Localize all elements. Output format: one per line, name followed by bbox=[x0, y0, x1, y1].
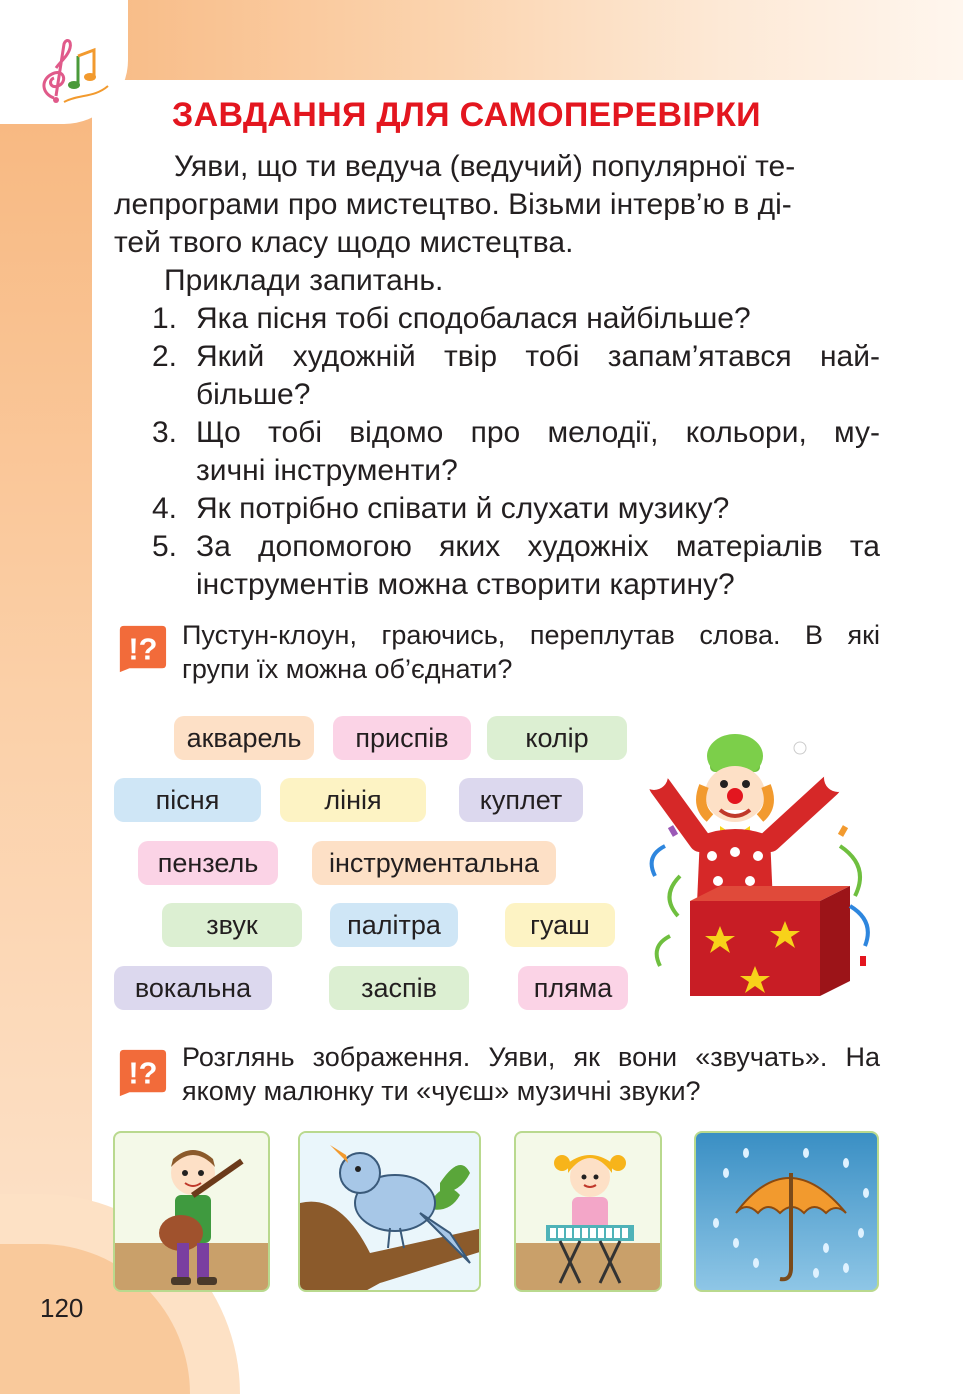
intro-line: Уяви, що ти ведуча (ведучий) популярної те- bbox=[174, 150, 796, 183]
intro-line: лепрограми про мистецтво. Візьми інтерв’ю в ді- bbox=[114, 188, 792, 221]
word-chip: палітра bbox=[330, 903, 458, 947]
question-text: Як потрібно співати й слухати музику? bbox=[196, 492, 730, 525]
question-text: зичні інструменти? bbox=[196, 454, 458, 487]
picture-boy-guitar bbox=[113, 1131, 270, 1292]
boy-guitar-icon bbox=[115, 1133, 270, 1292]
examples-label: Приклади запитань. bbox=[164, 264, 444, 297]
page-side-band bbox=[0, 0, 92, 1394]
page-header-band bbox=[0, 0, 963, 80]
page-number: 120 bbox=[40, 1293, 84, 1323]
word-chip: куплет bbox=[459, 778, 583, 822]
question-number: 2. bbox=[152, 340, 178, 373]
question-badge-icon bbox=[116, 1046, 168, 1098]
music-logo bbox=[0, 0, 128, 124]
page-title: ЗАВДАННЯ ДЛЯ САМОПЕРЕВІРКИ bbox=[172, 96, 761, 134]
word-chip: акварель bbox=[174, 716, 314, 760]
task-pictures-sound bbox=[182, 1040, 880, 1108]
intro-paragraph bbox=[114, 148, 880, 262]
questions-list bbox=[152, 300, 880, 604]
question-text: Який художній твір тобі запам’ятався най- bbox=[196, 340, 880, 373]
umbrella-rain-icon bbox=[696, 1133, 879, 1292]
question-text: інструментів можна створити картину? bbox=[196, 568, 735, 601]
intro-line: тей твого класу щодо мистецтва. bbox=[114, 226, 574, 259]
word-chip: пляма bbox=[518, 966, 628, 1010]
question-item bbox=[152, 414, 880, 490]
question-number: 3. bbox=[152, 416, 178, 449]
question-item bbox=[152, 338, 880, 414]
question-number: 1. bbox=[152, 302, 178, 335]
word-chip: інструментальна bbox=[312, 841, 556, 885]
question-text: За допомогою яких художніх матеріалів та bbox=[196, 530, 880, 563]
task-clown-words bbox=[182, 618, 880, 686]
word-chip: приспів bbox=[333, 716, 471, 760]
badge-text: !? bbox=[128, 631, 158, 667]
word-chip: гуаш bbox=[505, 903, 615, 947]
word-chip: заспів bbox=[329, 966, 469, 1010]
question-text: більше? bbox=[196, 378, 311, 411]
question-text: Що тобі відомо про мелодії, кольори, му- bbox=[196, 416, 880, 449]
task-line: якому малюнку ти «чуєш» музичні звуки? bbox=[182, 1076, 701, 1106]
question-item bbox=[152, 490, 880, 528]
bird-branch-icon bbox=[300, 1133, 481, 1292]
question-text: Яка пісня тобі сподобалася найбільше? bbox=[196, 302, 751, 335]
word-chip: пісня bbox=[114, 778, 261, 822]
question-item bbox=[152, 528, 880, 604]
picture-girl-keyboard bbox=[514, 1131, 662, 1292]
word-chip: звук bbox=[162, 903, 302, 947]
word-chip: вокальна bbox=[114, 966, 272, 1010]
clown-in-box-icon bbox=[640, 726, 890, 1006]
word-chip: колір bbox=[487, 716, 627, 760]
question-badge-icon bbox=[116, 622, 168, 674]
question-number: 5. bbox=[152, 530, 178, 563]
word-chip: пензель bbox=[138, 841, 278, 885]
girl-keyboard-icon bbox=[516, 1133, 662, 1292]
task-line: Пустун-клоун, граючись, переплутав слова. В які bbox=[182, 620, 880, 650]
picture-umbrella-rain bbox=[694, 1131, 879, 1292]
question-number: 4. bbox=[152, 492, 178, 525]
badge-text: !? bbox=[128, 1055, 158, 1091]
word-chip: лінія bbox=[280, 778, 426, 822]
question-item bbox=[152, 300, 880, 338]
task-line: групи їх можна об’єднати? bbox=[182, 654, 513, 684]
picture-bird-branch bbox=[298, 1131, 481, 1292]
task-line: Розглянь зображення. Уяви, як вони «звучать». На bbox=[182, 1042, 880, 1072]
treble-clef-icon bbox=[34, 36, 114, 106]
